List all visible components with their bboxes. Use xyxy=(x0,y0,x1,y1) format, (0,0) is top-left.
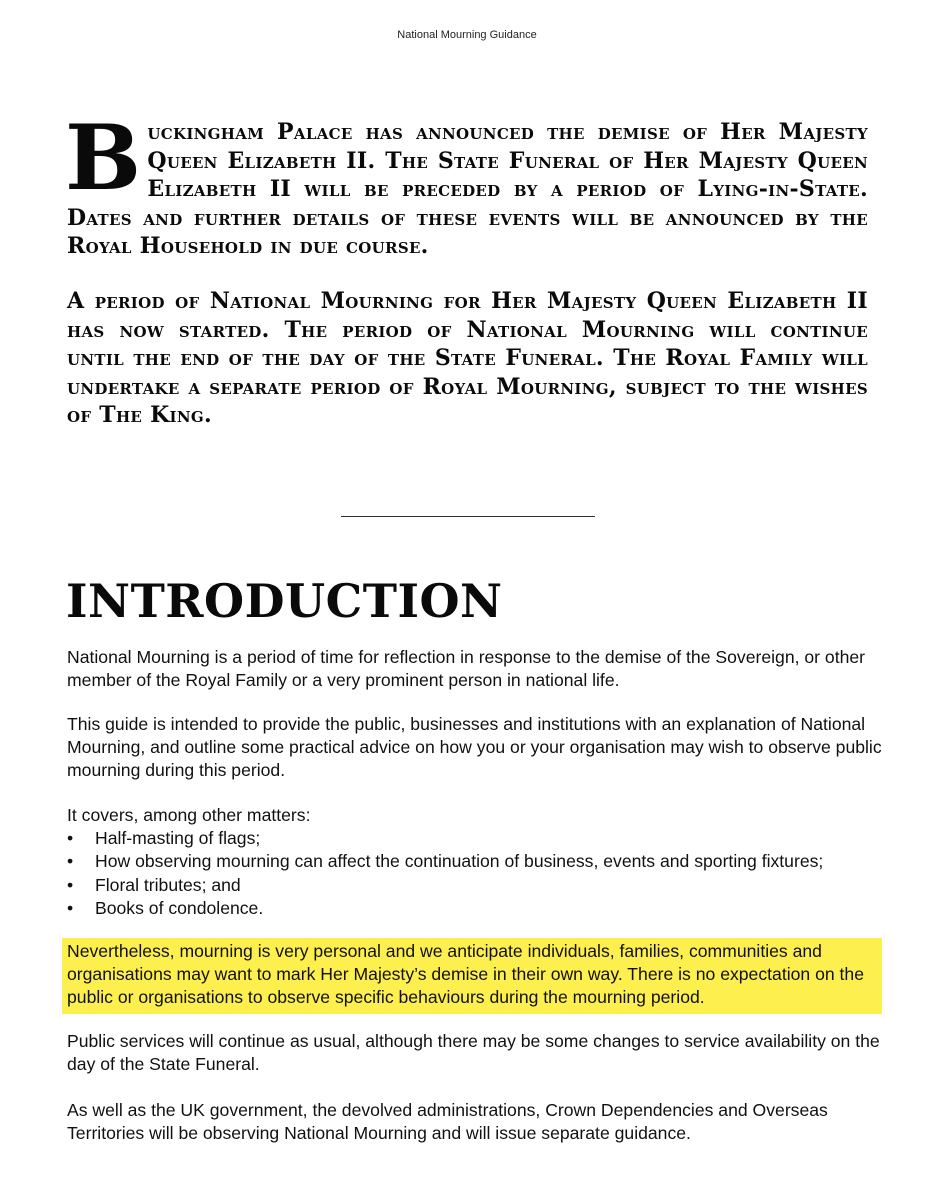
list-item-text: How observing mourning can affect the continuation of business, events and sporting fixtures; xyxy=(95,851,824,872)
list-item xyxy=(67,874,882,897)
covers-list xyxy=(67,827,882,920)
covers-intro: It covers, among other matters: xyxy=(67,805,311,825)
list-item-text: Books of condolence. xyxy=(95,897,264,918)
intro-paragraph-4: Public services will continue as usual, although there may be some changes to service availability on the day of the State Funeral. xyxy=(67,1031,880,1075)
announcement-paragraph-2: A period of National Mourning for Her Majesty Queen Elizabeth II has now started. The period of National Mourning will continue until the end of the day of the State Funeral. The Royal Family will undertake a separate period of Royal Mourning, subject to the wishes of The King. xyxy=(67,288,868,428)
intro-paragraph-2: This guide is intended to provide the public, businesses and institutions with an explanation of National Mourning, and outline some practical advice on how you or your organisation may wish to observe public mourning during this period. xyxy=(67,714,882,781)
list-item xyxy=(67,827,882,850)
covers-block xyxy=(67,804,882,920)
list-item-text: Half-masting of flags; xyxy=(95,828,261,849)
intro-paragraph-5: As well as the UK government, the devolved administrations, Crown Dependencies and Overseas Territories will be observing National Mourning and will issue separate guidance. xyxy=(67,1100,828,1144)
bullet-icon: • xyxy=(67,851,74,872)
bullet-icon: • xyxy=(67,874,74,895)
highlighted-paragraph: Nevertheless, mourning is very personal and we anticipate individuals, families, communities and organisations may want to mark Her Majesty’s demise in their own way. There is no expectation on the public or organisations to observe specific behaviours during the mourning period. xyxy=(67,941,864,1008)
drop-cap: B xyxy=(65,105,142,211)
section-title: INTRODUCTION xyxy=(66,574,503,628)
list-item xyxy=(67,850,882,873)
bullet-icon: • xyxy=(67,897,74,918)
list-item-text: Floral tributes; and xyxy=(95,874,241,895)
running-header: National Mourning Guidance xyxy=(397,29,537,41)
bullet-icon: • xyxy=(67,828,74,849)
list-item xyxy=(67,897,882,920)
announcement-paragraph-1-text: uckingham Palace has announced the demise of Her Majesty Queen Elizabeth II. The State Funeral of Her Majesty Queen Elizabeth II will be preceded by a period of Lying-in-State. Dates and further details of these events will be announced by the Royal Household in due course. xyxy=(67,119,868,259)
announcement-paragraph-1 xyxy=(65,105,868,261)
intro-paragraph-1: National Mourning is a period of time for reflection in response to the demise of the Sovereign, or other member of the Royal Family or a very prominent person in national life. xyxy=(67,647,866,691)
section-divider xyxy=(341,516,595,517)
